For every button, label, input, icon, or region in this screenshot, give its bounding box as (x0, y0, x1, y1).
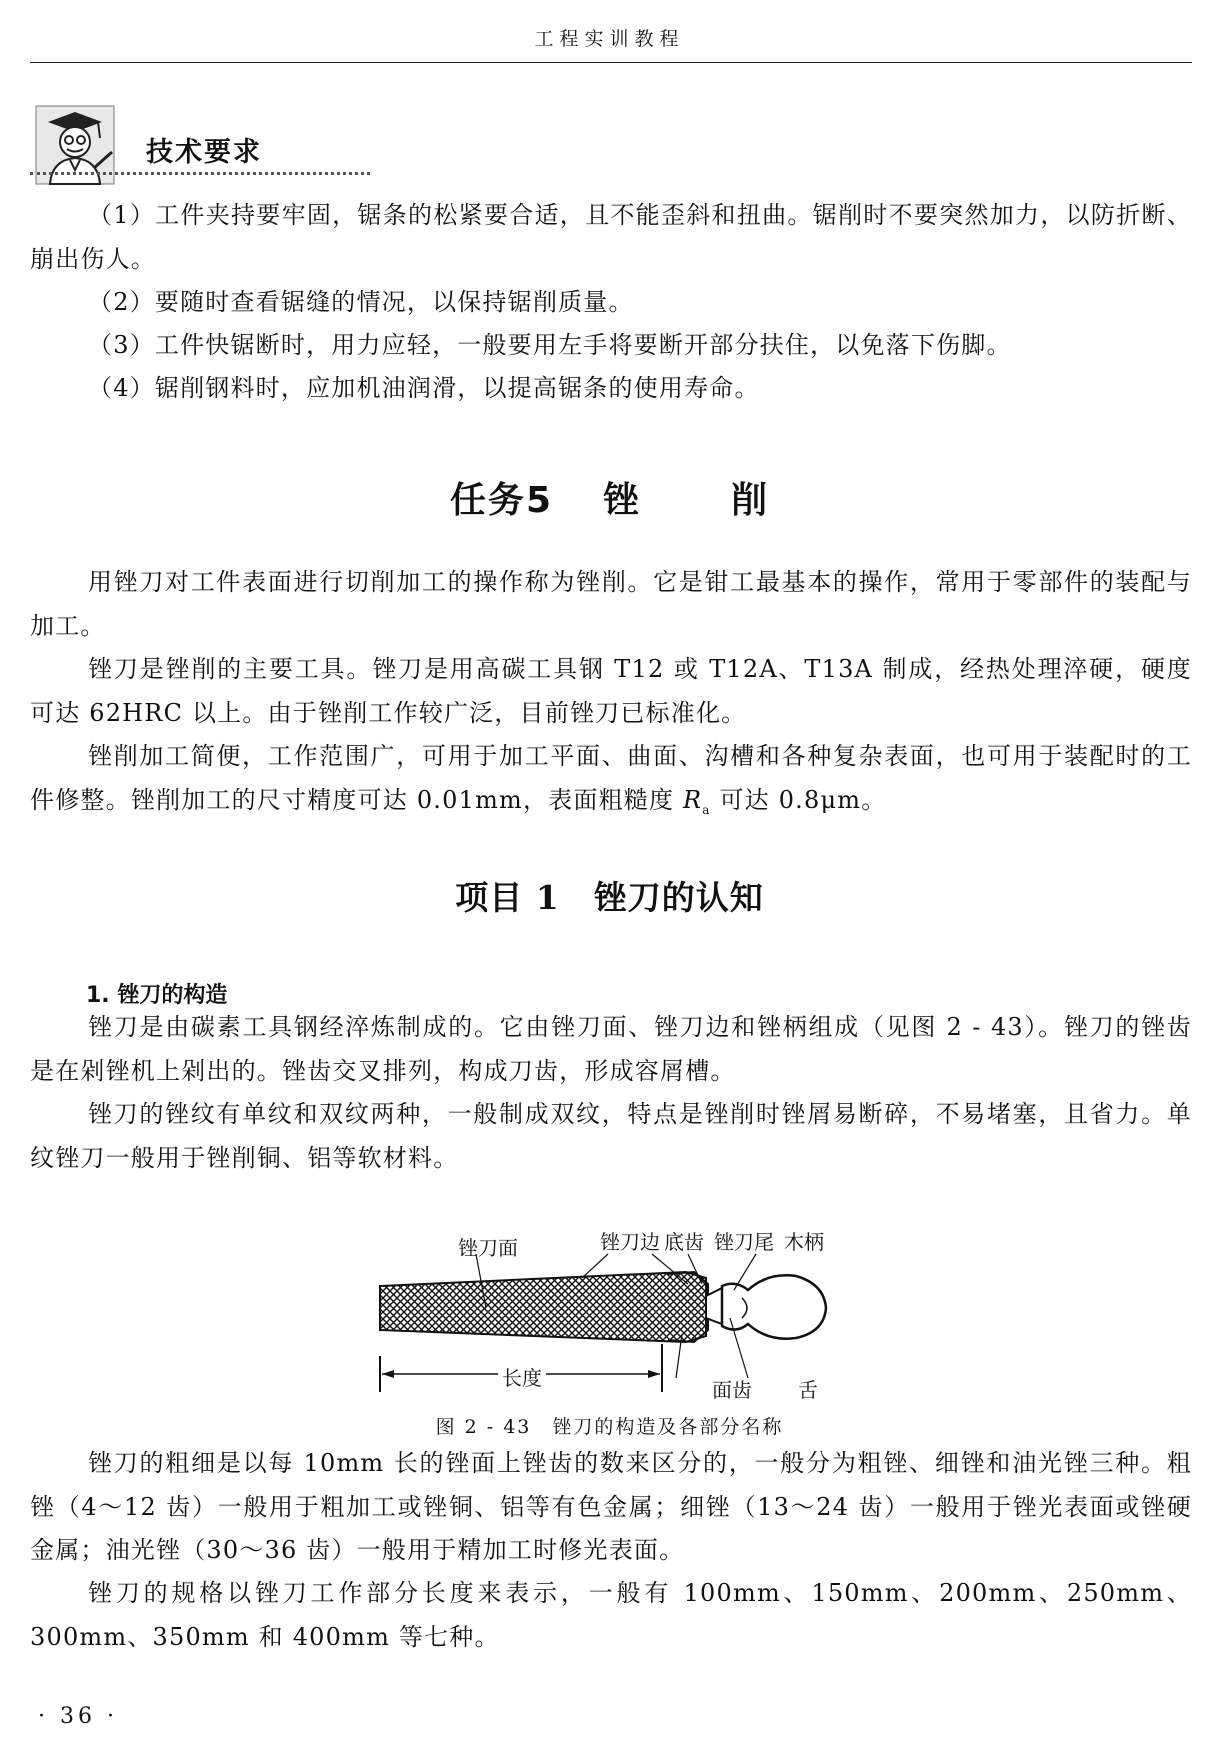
tech-req-item-2: （2）要随时查看锯缝的情况，以保持锯削质量。 (88, 288, 634, 316)
roughness-symbol: $R_a$ (683, 785, 711, 817)
task-title-char-2: 削 (731, 480, 770, 521)
item-title (0, 872, 1219, 919)
label-length: 长度 (498, 1362, 546, 1391)
task-paragraph-3 (30, 735, 1192, 832)
label-file-tail: 锉刀尾 (714, 1230, 774, 1254)
running-header: 工程实训教程 (534, 28, 685, 50)
page-number: · 36 · (38, 1704, 118, 1729)
label-face-teeth: 面齿 (712, 1378, 752, 1402)
item-number: 项目 1 (455, 878, 560, 917)
label-bottom-teeth: 底齿 (664, 1230, 704, 1254)
tech-req-item-3: （3）工件快锯断时，用力应轻，一般要用左手将要断开部分扶住，以免落下伤脚。 (88, 331, 1012, 359)
task-title-char-1: 锉 (603, 480, 642, 521)
file-structure-figure (376, 1214, 848, 1400)
task-paragraph-1: 用锉刀对工件表面进行切削加工的操作称为锉削。它是钳工最基本的操作，常用于零部件的装配与加工。 (30, 568, 1192, 640)
tech-req-title: 技术要求 (146, 137, 262, 168)
item-paragraph-2: 锉刀的锉纹有单纹和双纹两种，一般制成双纹，特点是锉削时锉屑易断碎，不易堵塞，且省力。单纹锉刀一般用于锉削铜、铝等软材料。 (30, 1100, 1192, 1172)
section-heading: 1. 锉刀的构造 (86, 983, 228, 1008)
item-paragraph-3: 锉刀的粗细是以每 10mm 长的锉面上锉齿的数来区分的，一般分为粗锉、细锉和油光锉三种。粗锉（4～12 齿）一般用于粗加工或锉铜、铝等有色金属；细锉（13～24 齿）一般用于锉光表面或锉硬金属；油光锉（30～36 齿）一般用于精加工时修光表面。 (30, 1449, 1192, 1564)
file-blade (380, 1272, 706, 1342)
task-number: 任务5 (449, 480, 554, 521)
tech-req-item-1: （1）工件夹持要牢固，锯条的松紧要合适，且不能歪斜和扭曲。锯削时不要突然加力，以防折断、崩出伤人。 (30, 201, 1192, 273)
banner-dotted-line (30, 172, 370, 175)
task-title (0, 472, 1219, 523)
item-paragraph-4: 锉刀的规格以锉刀工作部分长度来表示，一般有 100mm、150mm、200mm、250mm、300mm、350mm 和 400mm 等七种。 (30, 1579, 1192, 1651)
header-rule (30, 62, 1192, 63)
item-title-text: 锉刀的认知 (593, 878, 764, 917)
task-paragraph-3-tail: 可达 0.8μm。 (710, 785, 887, 814)
tech-req-item-4: （4）锯削钢料时，应加机油润滑，以提高锯条的使用寿命。 (88, 374, 760, 402)
task-paragraph-2: 锉刀是锉削的主要工具。锉刀是用高碳工具钢 T12 或 T12A、T13A 制成，经热处理淬硬，硬度可达 62HRC 以上。由于锉削工作较广泛，目前锉刀已标准化。 (30, 655, 1192, 727)
label-file-face: 锉刀面 (458, 1236, 518, 1260)
label-wood-handle: 木柄 (784, 1230, 824, 1254)
task-paragraph-3-text: 锉削加工简便，工作范围广，可用于加工平面、曲面、沟槽和各种复杂表面，也可用于装配时的工件修整。锉削加工的尺寸精度可达 0.01mm，表面粗糙度 (30, 742, 1192, 814)
tech-req-banner (30, 104, 370, 190)
item-paragraph-1: 锉刀是由碳素工具钢经淬炼制成的。它由锉刀面、锉刀边和锉柄组成（见图 2 - 43）。锉刀的锉齿是在剁锉机上剁出的。锉齿交叉排列，构成刀齿，形成容屑槽。 (30, 1013, 1192, 1085)
figure-caption: 图 2 - 43 锉刀的构造及各部分名称 (435, 1416, 784, 1438)
label-tang: 舌 (798, 1378, 818, 1402)
label-file-edge: 锉刀边 (600, 1230, 660, 1254)
